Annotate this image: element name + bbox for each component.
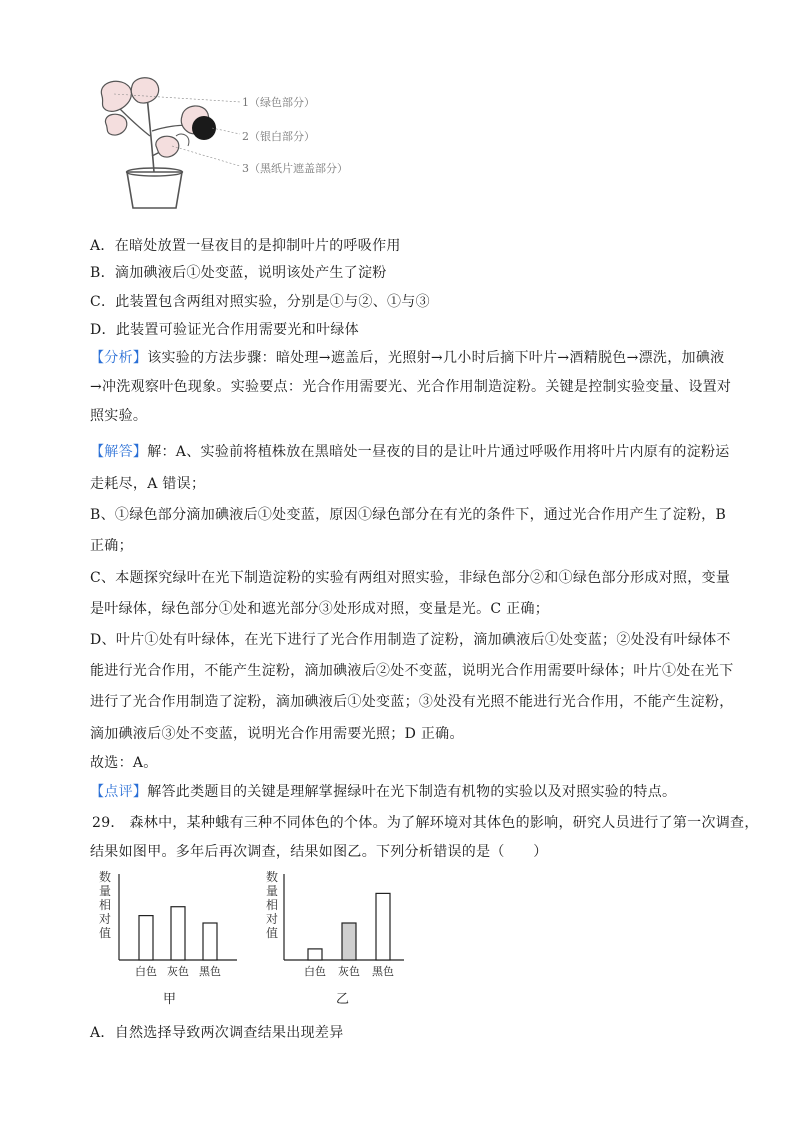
answer-line-2: 走耗尽，A 错误； [90,476,206,492]
chart-yi-plot [262,860,412,984]
chart-jia-tick-label-1: 灰色 [167,965,189,978]
analysis-line-3: 照实验。 [90,408,148,424]
comment-text: 解答此类题目的关键是理解掌握绿叶在光下制造有机物的实验以及对照实验的特点。 [147,784,677,800]
chart-jia-bar-1 [171,907,185,960]
analysis-line-2: →冲洗观察叶色现象。实验要点：光合作用需要光、光合作用制造淀粉。关键是控制实验变量、设置对 [90,379,732,395]
answer-line-5: C、本题探究绿叶在光下制造淀粉的实验有两组对照实验，非绿色部分②和①绿色部分形成对照，变量 [90,570,731,586]
chart-yi-ylabel: 数量相对值 [266,870,279,940]
question-29-line-2: 结果如图甲。多年后再次调查，结果如图乙。下列分析错误的是（ ） [90,844,548,860]
answer-tag: 【解答】 [90,444,148,460]
analysis-line-1 [90,348,724,368]
answer-line-6: 是叶绿体，绿色部分①处和遮光部分③处形成对照，变量是光。C 正确； [90,601,550,617]
comment-tag: 【点评】 [90,784,148,800]
option-b: B．滴加碘液后①处变蓝，说明该处产生了淀粉 [90,265,387,281]
chart-jia-caption: 甲 [163,992,177,1007]
chart-jia-bar-2 [203,923,217,960]
chart-yi-tick-label-1: 灰色 [338,965,360,978]
chart-yi-caption: 乙 [336,992,350,1007]
answer-text-1: 解：A、实验前将植株放在黑暗处一昼夜的目的是让叶片通过呼吸作用将叶片内原有的淀粉运 [147,444,730,460]
chart-jia [95,860,245,1010]
chart-jia-ylabel: 数量相对值 [99,870,112,940]
chart-jia-tick-label-2: 黑色 [199,965,221,978]
chart-yi-tick-label-2: 黑色 [372,965,394,978]
chart-yi-bar-0 [308,949,322,960]
q29-option-a: A．自然选择导致两次调查结果出现差异 [90,1025,344,1041]
option-c: C．此装置包含两组对照实验，分别是①与②、①与③ [90,294,430,310]
chart-jia-tick-label-0: 白色 [135,965,157,978]
answer-line-1 [90,442,730,462]
option-d: D．此装置可验证光合作用需要光和叶绿体 [90,322,359,338]
answer-line-8: 能进行光合作用，不能产生淀粉，滴加碘液后②处不变蓝，说明光合作用需要叶绿体；叶片①处在光下 [90,663,734,679]
chart-jia-bar-0 [139,916,153,960]
comment-line [90,782,676,802]
chart-yi [262,860,412,1010]
question-29-line-1: 29． 森林中，某种蛾有三种不同体色的个体。为了解环境对其体色的影响，研究人员进行了第一次调查， [92,815,759,831]
figure-label-1: 1（绿色部分） [242,96,315,109]
plant-drawing [92,76,242,216]
answer-line-7: D、叶片①处有叶绿体，在光下进行了光合作用制造了淀粉，滴加碘液后①处变蓝；②处没有叶绿体不 [90,632,731,648]
analysis-text-1: 该实验的方法步骤：暗处理→遮盖后，光照射→几小时后摘下叶片→酒精脱色→漂洗，加碘液 [147,350,725,366]
chart-yi-bar-2 [376,893,390,960]
option-a: A．在暗处放置一昼夜目的是抑制叶片的呼吸作用 [90,238,401,254]
analysis-tag: 【分析】 [90,350,148,366]
chart-yi-bar-1 [342,923,356,960]
answer-line-3: B、①绿色部分滴加碘液后①处变蓝，原因①绿色部分在有光的条件下，通过光合作用产生了淀粉，B [90,507,727,523]
answer-line-10: 滴加碘液后③处不变蓝，说明光合作用需要光照；D 正确。 [90,726,464,742]
figure-label-2: 2（银白部分） [242,130,315,143]
plant-experiment-figure [92,76,382,216]
answer-line-9: 进行了光合作用制造了淀粉，滴加碘液后①处变蓝；③处没有光照不能进行光合作用，不能产生淀粉， [90,694,734,710]
chart-jia-plot [95,860,245,984]
chart-yi-tick-label-0: 白色 [304,965,326,978]
answer-line-11: 故选：A。 [90,755,158,771]
answer-line-4: 正确； [90,538,133,554]
figure-label-3: 3（黑纸片遮盖部分） [242,162,348,175]
